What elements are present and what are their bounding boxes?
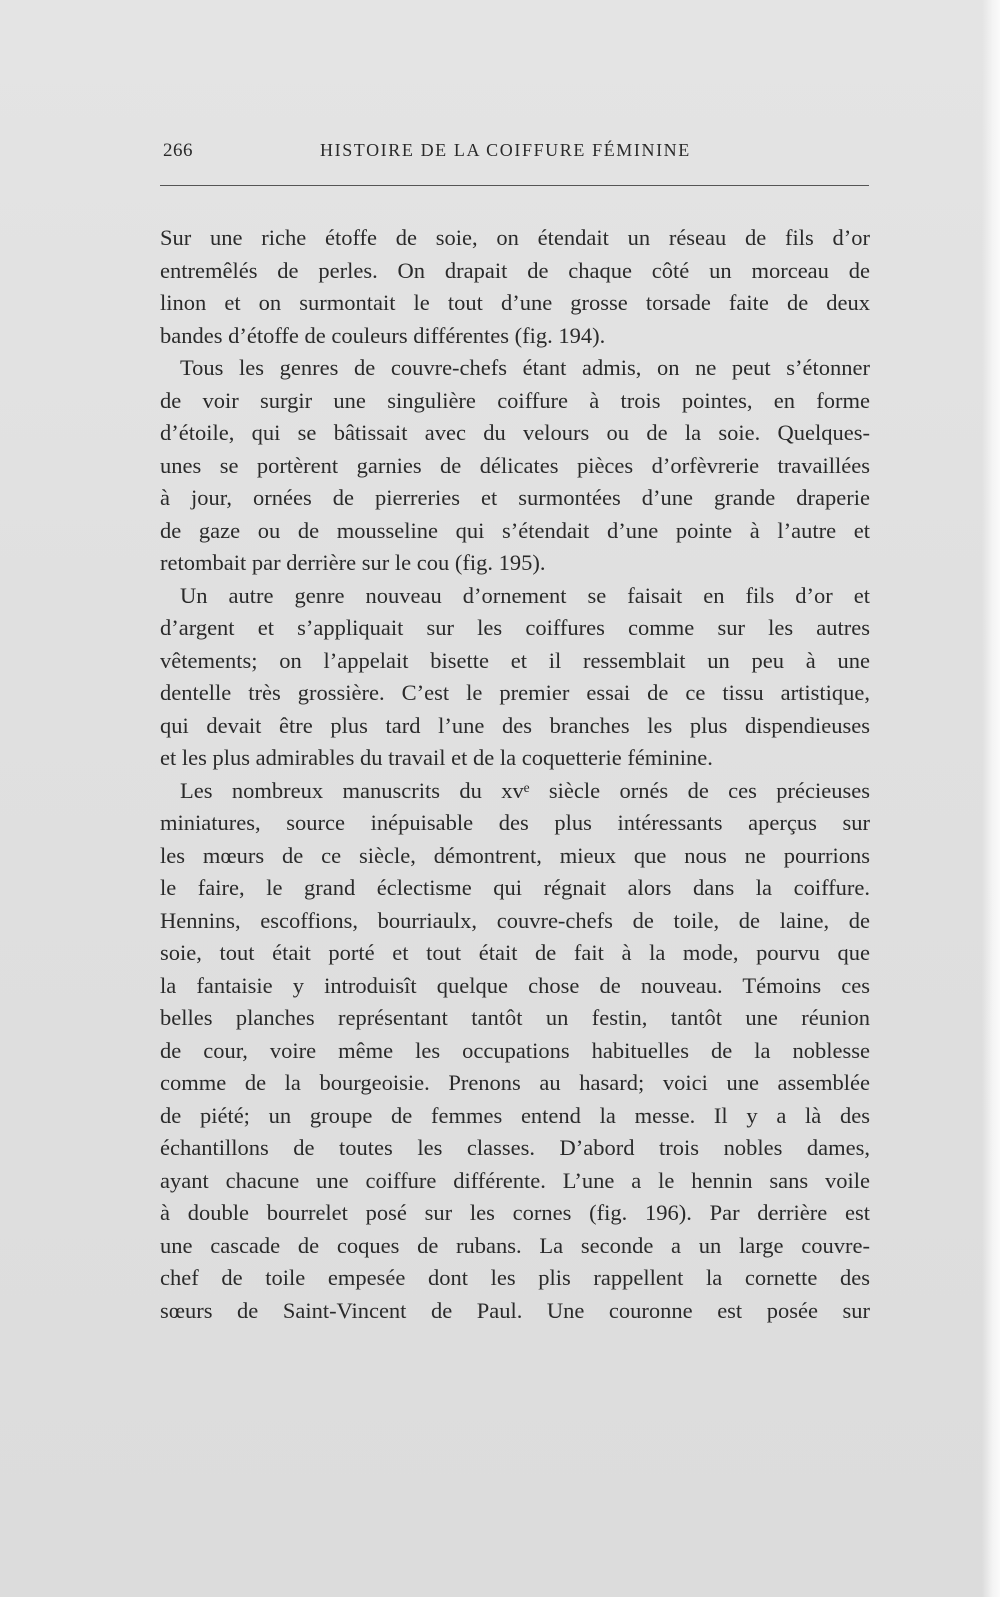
page-number: 266	[163, 140, 193, 161]
text-line: Les nombreux manuscrits du xvᵉ siècle ornés de ces précieuses	[180, 777, 870, 803]
text-line: vêtements; on l’appelait bisette et il ressemblait un peu à une	[160, 647, 870, 673]
text-line: Hennins, escoffions, bourriaulx, couvre-chefs de toile, de laine, de	[160, 907, 870, 933]
text-line: de gaze ou de mousseline qui s’étendait d’une pointe à l’autre et	[160, 517, 870, 543]
text-line: retombait par derrière sur le cou (fig. 195).	[160, 550, 546, 575]
text-line: bandes d’étoffe de couleurs différentes (fig. 194).	[160, 322, 606, 348]
text-line: Sur une riche étoffe de soie, on étendait un réseau de fils d’or	[160, 225, 870, 250]
text-line: d’étoile, qui se bâtissait avec du velours ou de la soie. Quelques-	[160, 420, 870, 445]
text-line: qui devait être plus tard l’une des branches les plus dispendieuses	[160, 712, 870, 738]
text-line: Tous les genres de couvre-chefs étant admis, on ne peut s’étonner	[180, 355, 870, 380]
text-line: Un autre genre nouveau d’ornement se faisait en fils d’or et	[180, 582, 870, 608]
page-edge	[982, 0, 1000, 1597]
text-line: la fantaisie y introduisît quelque chose de nouveau. Témoins ces	[160, 972, 870, 998]
text-line: unes se portèrent garnies de délicates pièces d’orfèvrerie travaillées	[160, 452, 870, 478]
text-line: échantillons de toutes les classes. D’abord trois nobles dames,	[160, 1135, 870, 1160]
text-line: de voir surgir une singulière coiffure à trois pointes, en forme	[160, 387, 870, 413]
text-line: de cour, voire même les occupations habituelles de la noblesse	[160, 1037, 870, 1063]
text-line: les mœurs de ce siècle, démontrent, mieux que nous ne pourrions	[160, 842, 870, 868]
text-line: miniatures, source inépuisable des plus intéressants aperçus sur	[160, 810, 870, 835]
text-line: entremêlés de perles. On drapait de chaque côté un morceau de	[160, 257, 870, 283]
text-line: de piété; un groupe de femmes entend la messe. Il y a là des	[160, 1102, 870, 1128]
text-line: dentelle très grossière. C’est le premier essai de ce tissu artistique,	[160, 680, 870, 705]
running-title: HISTOIRE DE LA COIFFURE FÉMININE	[320, 140, 691, 160]
text-line: belles planches représentant tantôt un festin, tantôt une réunion	[160, 1005, 870, 1030]
header-rule	[160, 185, 869, 186]
page-header	[163, 140, 870, 170]
text-line: ayant chacune une coiffure différente. L’une a le hennin sans voile	[160, 1167, 870, 1193]
text-line: le faire, le grand éclectisme qui régnait alors dans la coiffure.	[160, 875, 870, 900]
text-line: linon et on surmontait le tout d’une grosse torsade faite de deux	[160, 290, 870, 315]
text-line: sœurs de Saint-Vincent de Paul. Une couronne est posée sur	[160, 1297, 870, 1323]
text-line: chef de toile empesée dont les plis rappellent la cornette des	[160, 1265, 870, 1290]
text-line: soie, tout était porté et tout était de fait à la mode, pourvu que	[160, 940, 870, 965]
text-line: une cascade de coques de rubans. La seconde a un large couvre-	[160, 1232, 870, 1258]
text-line: d’argent et s’appliquait sur les coiffures comme sur les autres	[160, 615, 870, 640]
text-line: et les plus admirables du travail et de la coquetterie féminine.	[160, 745, 713, 770]
text-line: à jour, ornées de pierreries et surmontées d’une grande draperie	[160, 485, 870, 510]
text-line: comme de la bourgeoisie. Prenons au hasard; voici une assemblée	[160, 1070, 870, 1095]
text-line: à double bourrelet posé sur les cornes (fig. 196). Par derrière est	[160, 1200, 870, 1225]
